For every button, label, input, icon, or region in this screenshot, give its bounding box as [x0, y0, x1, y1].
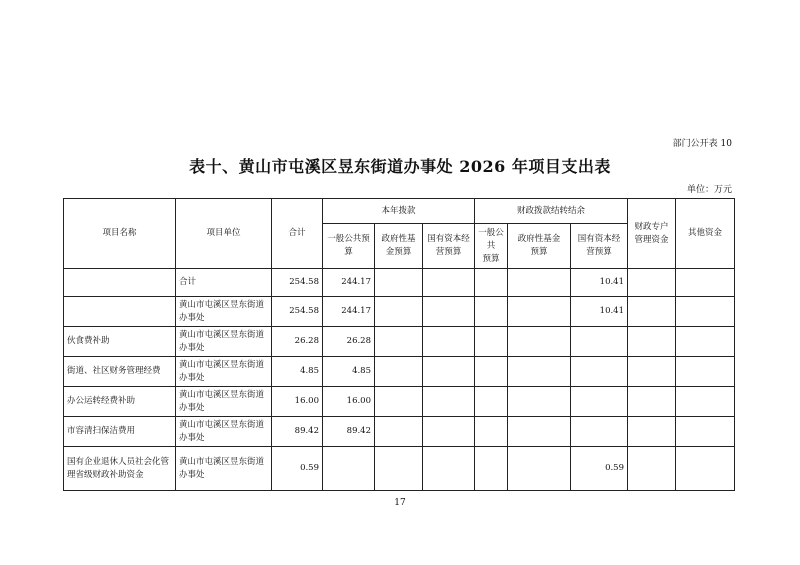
cell-cv-state-capital: 10.41 — [571, 297, 628, 327]
cell-cv-general — [475, 417, 508, 447]
cell-state-capital — [423, 357, 475, 387]
cell-state-capital — [423, 327, 475, 357]
cell-general: 244.17 — [323, 297, 375, 327]
cell-state-capital — [423, 417, 475, 447]
unit-label: 单位：万元 — [686, 185, 732, 195]
header-special-funds: 财政专户管理资金 — [628, 199, 676, 269]
cell-special — [628, 327, 676, 357]
cell-cv-gov-fund — [508, 269, 571, 297]
cell-special — [628, 417, 676, 447]
cell-cv-general — [475, 357, 508, 387]
cell-other — [676, 447, 735, 491]
cell-total: 4.85 — [272, 357, 323, 387]
cell-unit: 黄山市屯溪区昱东街道办事处 — [176, 327, 272, 357]
header-state-capital: 国有资本经营预算 — [423, 224, 475, 269]
cell-total: 0.59 — [272, 447, 323, 491]
cell-name: 市容清扫保洁费用 — [64, 417, 176, 447]
cell-name — [64, 297, 176, 327]
cell-cv-gov-fund — [508, 417, 571, 447]
cell-name: 办公运转经费补助 — [64, 387, 176, 417]
cell-name: 伙食费补助 — [64, 327, 176, 357]
cell-total: 254.58 — [272, 297, 323, 327]
cell-gov-fund — [375, 327, 423, 357]
table-row — [64, 357, 735, 387]
cell-other — [676, 417, 735, 447]
cell-cv-general — [475, 269, 508, 297]
cell-cv-state-capital — [571, 327, 628, 357]
cell-gov-fund — [375, 297, 423, 327]
header-cv-general-line2: 预算 — [482, 253, 500, 264]
cell-unit: 黄山市屯溪区昱东街道办事处 — [176, 297, 272, 327]
table-row — [64, 417, 735, 447]
cell-total: 16.00 — [272, 387, 323, 417]
cell-special — [628, 447, 676, 491]
cell-special — [628, 297, 676, 327]
header-cv-gov-fund — [508, 224, 571, 269]
cell-other — [676, 387, 735, 417]
cell-cv-gov-fund — [508, 387, 571, 417]
cell-general: 89.42 — [323, 417, 375, 447]
cell-state-capital — [423, 447, 475, 491]
cell-state-capital — [423, 387, 475, 417]
cell-unit: 黄山市屯溪区昱东街道办事处 — [176, 357, 272, 387]
cell-unit: 黄山市屯溪区昱东街道办事处 — [176, 387, 272, 417]
header-carryover: 财政拨款结转结余 — [475, 199, 628, 224]
cell-cv-state-capital — [571, 387, 628, 417]
header-general-budget: 一般公共预算 — [323, 224, 375, 269]
project-expenditure-table — [63, 198, 735, 491]
header-project-unit: 项目单位 — [176, 199, 272, 269]
cell-cv-state-capital: 10.41 — [571, 269, 628, 297]
cell-special — [628, 387, 676, 417]
cell-total: 89.42 — [272, 417, 323, 447]
cell-cv-state-capital — [571, 357, 628, 387]
cell-cv-gov-fund — [508, 297, 571, 327]
cell-other — [676, 327, 735, 357]
cell-other — [676, 297, 735, 327]
table-row — [64, 297, 735, 327]
page-title: 表十、黄山市屯溪区昱东街道办事处 2026 年项目支出表 — [189, 157, 611, 176]
cell-unit: 黄山市屯溪区昱东街道办事处 — [176, 447, 272, 491]
page-number: 17 — [394, 498, 406, 508]
table-row — [64, 447, 735, 491]
cell-other — [676, 269, 735, 297]
cell-general: 244.17 — [323, 269, 375, 297]
header-other-funds: 其他资金 — [676, 199, 735, 269]
table-row — [64, 269, 735, 297]
header-cv-state-capital: 国有资本经营预算 — [571, 224, 628, 269]
cell-general: 16.00 — [323, 387, 375, 417]
header-gov-fund: 政府性基金预算 — [375, 224, 423, 269]
cell-cv-gov-fund — [508, 327, 571, 357]
cell-gov-fund — [375, 417, 423, 447]
header-cv-gov-fund-line2: 预算 — [530, 247, 548, 257]
cell-cv-state-capital — [571, 417, 628, 447]
cell-name: 街道、社区财务管理经费 — [64, 357, 176, 387]
cell-gov-fund — [375, 269, 423, 297]
header-cv-general — [475, 224, 508, 269]
cell-total: 26.28 — [272, 327, 323, 357]
cell-cv-general — [475, 447, 508, 491]
cell-gov-fund — [375, 447, 423, 491]
header-cv-gov-fund-line1: 政府性基金 — [517, 234, 561, 244]
cell-name — [64, 269, 176, 297]
cell-cv-general — [475, 327, 508, 357]
cell-state-capital — [423, 269, 475, 297]
table-row — [64, 327, 735, 357]
cell-total: 254.58 — [272, 269, 323, 297]
cell-general: 4.85 — [323, 357, 375, 387]
cell-gov-fund — [375, 387, 423, 417]
cell-cv-general — [475, 297, 508, 327]
cell-other — [676, 357, 735, 387]
cell-special — [628, 357, 676, 387]
cell-gov-fund — [375, 357, 423, 387]
cell-name: 国有企业退休人员社会化管理省级财政补助资金 — [64, 447, 176, 491]
cell-cv-gov-fund — [508, 357, 571, 387]
header-total: 合计 — [272, 199, 323, 269]
cell-unit: 黄山市屯溪区昱东街道办事处 — [176, 417, 272, 447]
page-tag: 部门公开表 10 — [672, 139, 732, 149]
header-project-name: 项目名称 — [64, 199, 176, 269]
header-cv-general-line1: 一般公共 — [478, 227, 504, 251]
cell-cv-state-capital: 0.59 — [571, 447, 628, 491]
cell-general: 26.28 — [323, 327, 375, 357]
cell-state-capital — [423, 297, 475, 327]
cell-cv-gov-fund — [508, 447, 571, 491]
header-current-year: 本年拨款 — [323, 199, 475, 224]
cell-unit: 合计 — [176, 269, 272, 297]
cell-cv-general — [475, 387, 508, 417]
cell-general — [323, 447, 375, 491]
table-row — [64, 387, 735, 417]
cell-special — [628, 269, 676, 297]
